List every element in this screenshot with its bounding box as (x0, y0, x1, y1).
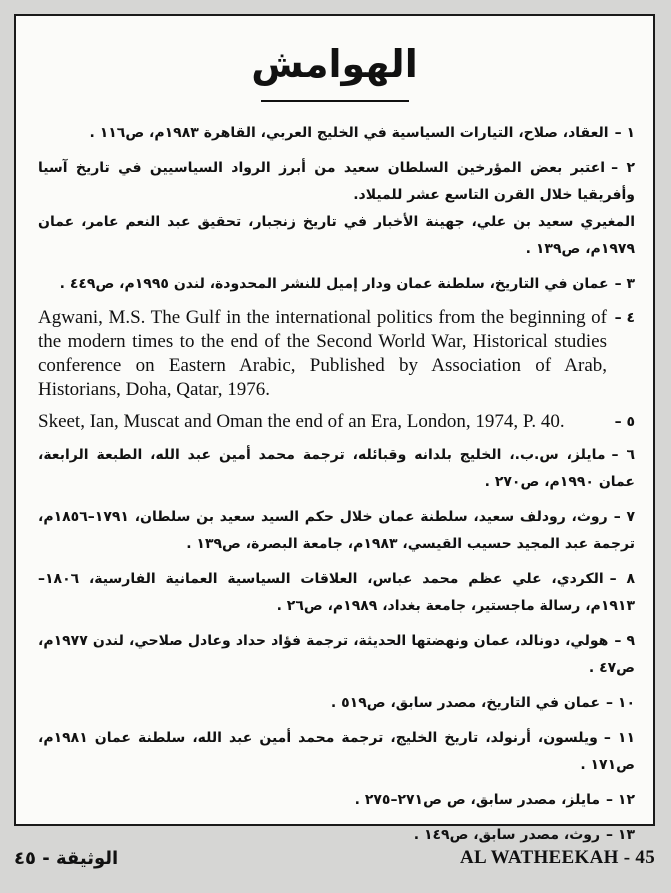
footnote-number: ٧ – (613, 508, 636, 525)
footnote-text: العقاد، صلاح، التيارات السياسية في الخليج العربي، القاهرة ١٩٨٣م، ص١١٦ . (89, 124, 609, 141)
footnote-number: ٢ – (611, 159, 635, 176)
footnote-text: روث، مصدر سابق، ص١٤٩ . (413, 826, 601, 843)
footnote-text: مايلز، س.ب.، الخليج بلدانه وقبائله، ترجمة محمد أمين عبد الله، الطبعة الرابعة، عمان ١٩٩٠م، ص٢٧٠ . (38, 446, 635, 490)
footnote-1 (38, 120, 635, 147)
footnote-number: ٩ – (614, 632, 636, 649)
footnote-5 (38, 410, 635, 434)
footnote-number: – ٤ (614, 309, 635, 326)
page-footer (14, 838, 655, 878)
footnote-number: ١٠ – (606, 694, 635, 711)
footnote-text: عمان في التاريخ، مصدر سابق، ص٥١٩ . (330, 694, 601, 711)
footnote-6 (38, 442, 635, 496)
footnote-11 (38, 725, 635, 779)
footnote-12 (38, 787, 635, 814)
footnote-10 (38, 690, 635, 717)
footnote-subtext: المغيري سعيد بن علي، جهينة الأخبار في تاريخ زنجبار، تحقيق عبد النعم عامر، عمان ١٩٧٩م، ص١٣٩ . (38, 213, 635, 257)
footnote-number: ١١ – (603, 729, 636, 746)
footer-english-page-label: AL WATHEEKAH - 45 (460, 847, 655, 868)
footnote-3 (38, 271, 635, 298)
footnote-text: الكردي، علي عظم محمد عباس، العلاقات السياسية العمانية الفارسية، ١٨٠٦–١٩١٣م، رسالة ماجستير، جامعة بغداد، ١٩٨٩م، ص٢٦ . (38, 570, 635, 614)
footnote-2 (38, 155, 635, 263)
footer-arabic-page-label: الوثيقة - ٤٥ (14, 847, 119, 869)
footnote-text: هولي، دونالد، عمان ونهضتها الحديثة، ترجمة فؤاد حداد وعادل صلاحي، لندن ١٩٧٧م، ص٤٧ . (38, 632, 635, 676)
footnote-number: – ٥ (614, 413, 635, 430)
footnote-text: مايلز، مصدر سابق، ص ص٢٧١–٢٧٥ . (354, 791, 601, 808)
footnote-text: اعتبر بعض المؤرخين السلطان سعيد من أبرز الرواد السياسيين في تاريخ آسيا وأفريقيا خلال القرن التاسع عشر للميلاد. (38, 159, 635, 203)
page-frame (14, 14, 655, 843)
footnote-8 (38, 566, 635, 620)
footnote-text: ويلسون، أرنولد، تاريخ الخليج، ترجمة محمد أمين عبد الله، سلطنة عمان ١٩٨١م، ص١٧١ . (38, 729, 635, 773)
footnote-number: ٨ – (609, 570, 636, 587)
footnote-9 (38, 628, 635, 682)
footnote-4 (38, 306, 635, 402)
footnotes-list (16, 120, 653, 849)
footnote-text: Skeet, Ian, Muscat and Oman the end of an Era, London, 1974, P. 40. (38, 410, 565, 432)
page-title: الهوامش (251, 42, 418, 86)
footnote-number: ٦ – (611, 446, 636, 463)
footnote-number: ١٣ – (606, 826, 635, 843)
footnote-number: ٣ – (614, 275, 635, 292)
title-underline (261, 100, 409, 102)
footnote-text: عمان في التاريخ، سلطنة عمان ودار إميل للنشر المحدودة، لندن ١٩٩٥م، ص٤٤٩ . (59, 275, 609, 292)
footnote-number: ١٢ – (606, 791, 635, 808)
footnote-text: Agwani, M.S. The Gulf in the international politics from the beginning of the modern times to the end of the Second World War, Historical studies conference on Eastern Arabic, Published by Association of Arab, Historians, Doha, Qatar, 1976. (38, 306, 607, 400)
footnote-text: روث، رودلف سعيد، سلطنة عمان خلال حكم السيد سعيد بن سلطان، ١٧٩١–١٨٥٦م، ترجمة عبد المجيد حسيب القيسي، ١٩٨٣م، جامعة البصرة، ص١٣٩ . (38, 508, 635, 552)
footnote-7 (38, 504, 635, 558)
footnote-number: ١ – (614, 124, 635, 141)
